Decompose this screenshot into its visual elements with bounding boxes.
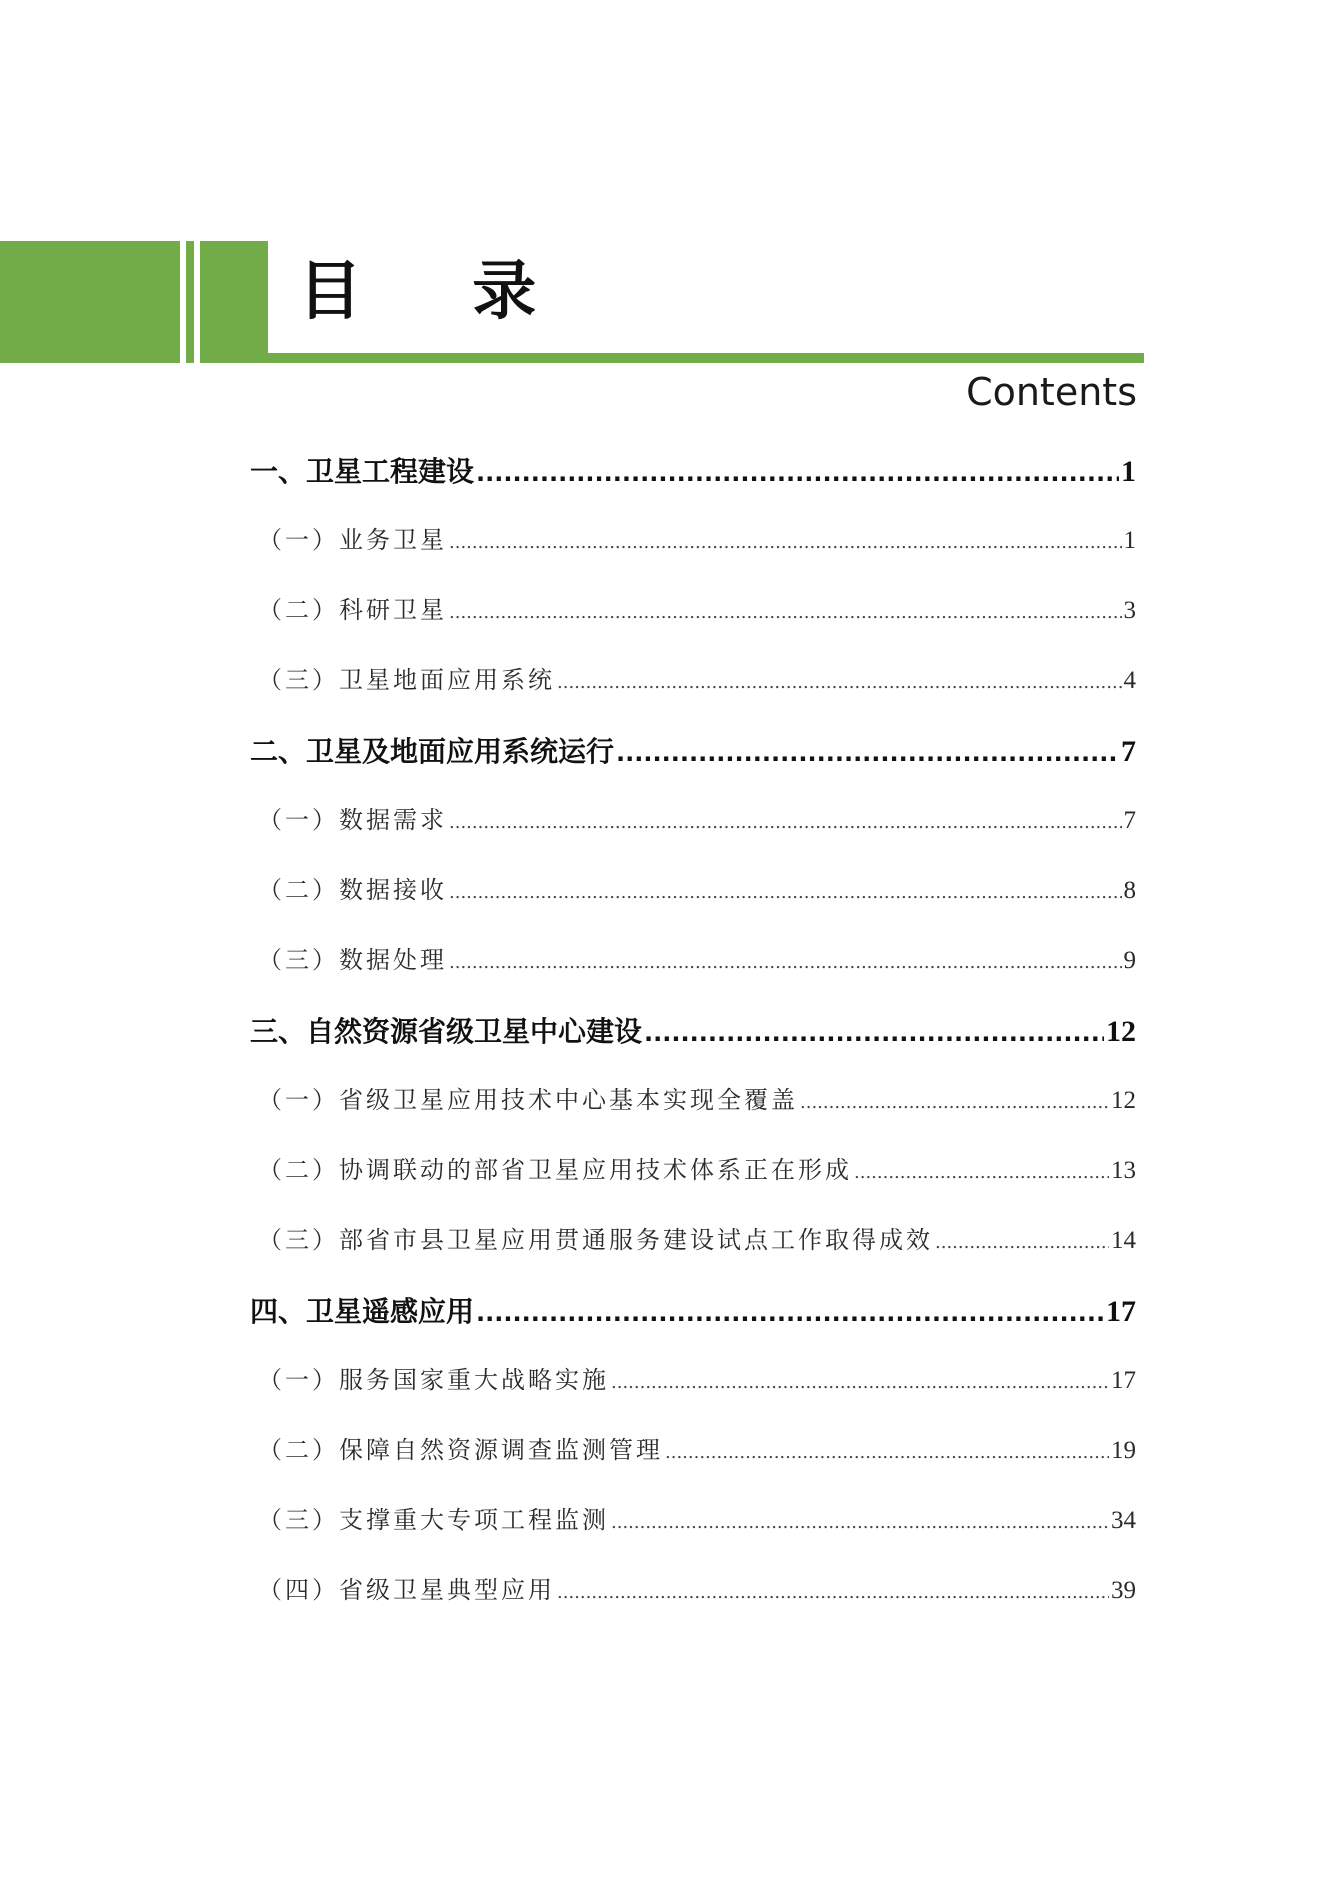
toc-subsection-label: （二）数据接收 <box>258 876 447 904</box>
toc-subsection[interactable] <box>250 660 1136 730</box>
toc-page-number: 7 <box>1121 735 1136 768</box>
header-band-stripe <box>186 241 194 363</box>
toc-subsection[interactable] <box>250 940 1136 1010</box>
toc-subsection[interactable] <box>250 1360 1136 1430</box>
toc-page-number: 34 <box>1111 1507 1136 1534</box>
toc-section-label: 四、卫星遥感应用 <box>250 1295 475 1328</box>
toc-page-number: 17 <box>1111 1367 1136 1394</box>
header-rule <box>268 353 1144 363</box>
toc-dot-leader <box>644 1019 1104 1047</box>
toc-section[interactable] <box>250 1010 1136 1080</box>
toc-dot-leader <box>449 882 1122 903</box>
toc-dot-leader <box>854 1162 1109 1183</box>
toc-subsection[interactable] <box>250 1220 1136 1290</box>
toc-section[interactable] <box>250 1290 1136 1360</box>
toc-subsection-label: （一）省级卫星应用技术中心基本实现全覆盖 <box>258 1086 798 1114</box>
toc-page-number: 1 <box>1123 527 1136 554</box>
toc-page-number: 39 <box>1111 1577 1136 1604</box>
toc-subsection-label: （二）协调联动的部省卫星应用技术体系正在形成 <box>258 1156 852 1184</box>
toc-subsection[interactable] <box>250 590 1136 660</box>
toc-subsection-label: （一）业务卫星 <box>258 526 447 554</box>
toc-dot-leader <box>476 1299 1104 1327</box>
toc-page-number: 1 <box>1121 455 1136 488</box>
toc-subsection[interactable] <box>250 1500 1136 1570</box>
toc-subsection[interactable] <box>250 1430 1136 1500</box>
toc-subsection-label: （二）科研卫星 <box>258 596 447 624</box>
toc-subsection[interactable] <box>250 800 1136 870</box>
toc-dot-leader <box>616 739 1119 767</box>
toc-subsection-label: （三）部省市县卫星应用贯通服务建设试点工作取得成效 <box>258 1226 933 1254</box>
toc-section[interactable] <box>250 450 1136 520</box>
toc-section-label: 一、卫星工程建设 <box>250 455 475 488</box>
toc-subsection[interactable] <box>250 1080 1136 1150</box>
page-title: 目 录 <box>298 254 581 329</box>
toc-subsection-label: （三）数据处理 <box>258 946 447 974</box>
toc-page-number: 8 <box>1123 877 1136 904</box>
toc-dot-leader <box>665 1442 1109 1463</box>
toc-subsection-label: （四）省级卫星典型应用 <box>258 1576 555 1604</box>
toc-page-number: 7 <box>1123 807 1136 834</box>
toc-dot-leader <box>611 1512 1109 1533</box>
toc-section[interactable] <box>250 730 1136 800</box>
toc-page-number: 12 <box>1106 1015 1136 1048</box>
toc-subsection-label: （三）卫星地面应用系统 <box>258 666 555 694</box>
toc-subsection-label: （三）支撑重大专项工程监测 <box>258 1506 609 1534</box>
toc-page-number: 19 <box>1111 1437 1136 1464</box>
toc-page-number: 17 <box>1106 1295 1136 1328</box>
toc-dot-leader <box>476 459 1119 487</box>
toc-subsection-label: （一）服务国家重大战略实施 <box>258 1366 609 1394</box>
toc-page-number: 12 <box>1111 1087 1136 1114</box>
toc-dot-leader <box>611 1372 1109 1393</box>
toc-subsection[interactable] <box>250 1150 1136 1220</box>
toc-page-number: 13 <box>1111 1157 1136 1184</box>
toc-page-number: 14 <box>1111 1227 1136 1254</box>
toc-subsection[interactable] <box>250 520 1136 590</box>
toc-section-label: 三、自然资源省级卫星中心建设 <box>250 1015 643 1048</box>
toc-subsection[interactable] <box>250 870 1136 940</box>
toc-page-number: 4 <box>1123 667 1136 694</box>
toc-dot-leader <box>557 672 1122 693</box>
toc-subsection-label: （一）数据需求 <box>258 806 447 834</box>
page-subtitle: Contents <box>966 370 1137 414</box>
header-band-block <box>0 241 180 363</box>
header-band-stripe <box>200 241 268 363</box>
table-of-contents <box>250 450 1136 1640</box>
toc-subsection-label: （二）保障自然资源调查监测管理 <box>258 1436 663 1464</box>
toc-dot-leader <box>800 1092 1109 1113</box>
toc-subsection[interactable] <box>250 1570 1136 1640</box>
toc-dot-leader <box>935 1232 1109 1253</box>
toc-dot-leader <box>449 532 1122 553</box>
toc-page-number: 9 <box>1123 947 1136 974</box>
toc-dot-leader <box>449 812 1122 833</box>
toc-dot-leader <box>557 1582 1109 1603</box>
toc-page-number: 3 <box>1123 597 1136 624</box>
toc-section-label: 二、卫星及地面应用系统运行 <box>250 735 615 768</box>
toc-dot-leader <box>449 952 1122 973</box>
toc-dot-leader <box>449 602 1122 623</box>
